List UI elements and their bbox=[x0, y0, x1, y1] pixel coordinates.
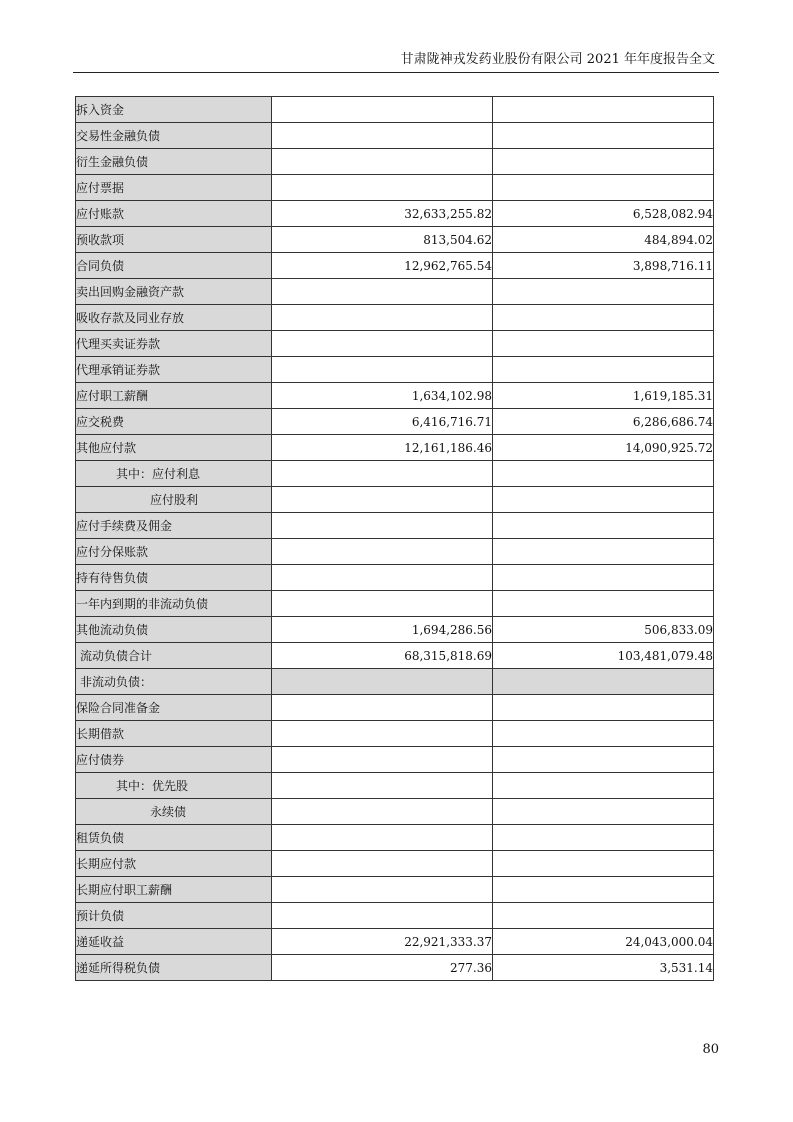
current-period-value bbox=[272, 513, 493, 539]
current-period-value bbox=[272, 487, 493, 513]
row-label: 拆入资金 bbox=[76, 97, 272, 123]
row-label: 流动负债合计 bbox=[76, 643, 272, 669]
table-row bbox=[76, 253, 714, 279]
table-body bbox=[76, 97, 714, 981]
current-period-value bbox=[272, 721, 493, 747]
prior-period-value bbox=[493, 97, 714, 123]
row-label: 持有待售负债 bbox=[76, 565, 272, 591]
current-period-value: 12,962,765.54 bbox=[272, 253, 493, 279]
row-label: 应付股利 bbox=[76, 487, 272, 513]
current-period-value: 68,315,818.69 bbox=[272, 643, 493, 669]
table-row bbox=[76, 513, 714, 539]
prior-period-value bbox=[493, 565, 714, 591]
row-label: 保险合同准备金 bbox=[76, 695, 272, 721]
current-period-value bbox=[272, 357, 493, 383]
current-period-value: 32,633,255.82 bbox=[272, 201, 493, 227]
current-period-value bbox=[272, 825, 493, 851]
prior-period-value bbox=[493, 331, 714, 357]
table-row bbox=[76, 279, 714, 305]
table-row bbox=[76, 539, 714, 565]
table-row bbox=[76, 331, 714, 357]
row-label: 应付债券 bbox=[76, 747, 272, 773]
row-label: 预收款项 bbox=[76, 227, 272, 253]
row-label: 吸收存款及同业存放 bbox=[76, 305, 272, 331]
current-period-value: 1,694,286.56 bbox=[272, 617, 493, 643]
row-label: 应付票据 bbox=[76, 175, 272, 201]
row-label: 递延所得税负债 bbox=[76, 955, 272, 981]
table-row bbox=[76, 97, 714, 123]
current-period-value bbox=[272, 565, 493, 591]
table-row bbox=[76, 747, 714, 773]
prior-period-value bbox=[493, 487, 714, 513]
table-row bbox=[76, 643, 714, 669]
prior-period-value bbox=[493, 851, 714, 877]
prior-period-value bbox=[493, 461, 714, 487]
current-period-value: 12,161,186.46 bbox=[272, 435, 493, 461]
prior-period-value: 1,619,185.31 bbox=[493, 383, 714, 409]
prior-period-value bbox=[493, 669, 714, 695]
current-period-value bbox=[272, 149, 493, 175]
table-row bbox=[76, 461, 714, 487]
current-period-value bbox=[272, 331, 493, 357]
current-period-value: 813,504.62 bbox=[272, 227, 493, 253]
prior-period-value: 3,898,716.11 bbox=[493, 253, 714, 279]
row-label: 长期应付款 bbox=[76, 851, 272, 877]
row-label: 租赁负债 bbox=[76, 825, 272, 851]
row-label: 长期借款 bbox=[76, 721, 272, 747]
row-label: 预计负债 bbox=[76, 903, 272, 929]
current-period-value bbox=[272, 877, 493, 903]
row-label: 卖出回购金融资产款 bbox=[76, 279, 272, 305]
prior-period-value bbox=[493, 773, 714, 799]
row-label: 应交税费 bbox=[76, 409, 272, 435]
table-row bbox=[76, 799, 714, 825]
table-row bbox=[76, 565, 714, 591]
row-label: 递延收益 bbox=[76, 929, 272, 955]
table-row bbox=[76, 669, 714, 695]
prior-period-value bbox=[493, 175, 714, 201]
prior-period-value: 484,894.02 bbox=[493, 227, 714, 253]
report-header-title: 甘肃陇神戎发药业股份有限公司 2021 年年度报告全文 bbox=[400, 52, 715, 67]
row-label: 合同负债 bbox=[76, 253, 272, 279]
prior-period-value bbox=[493, 357, 714, 383]
table-row bbox=[76, 695, 714, 721]
row-label: 其中：优先股 bbox=[76, 773, 272, 799]
prior-period-value bbox=[493, 903, 714, 929]
table-row bbox=[76, 617, 714, 643]
row-label: 代理承销证券款 bbox=[76, 357, 272, 383]
header-rule bbox=[73, 72, 719, 73]
row-label: 长期应付职工薪酬 bbox=[76, 877, 272, 903]
row-label: 非流动负债： bbox=[76, 669, 272, 695]
table-row bbox=[76, 201, 714, 227]
prior-period-value: 6,528,082.94 bbox=[493, 201, 714, 227]
prior-period-value bbox=[493, 123, 714, 149]
table-row bbox=[76, 227, 714, 253]
table-row bbox=[76, 591, 714, 617]
current-period-value bbox=[272, 591, 493, 617]
prior-period-value bbox=[493, 799, 714, 825]
table-row bbox=[76, 903, 714, 929]
prior-period-value: 24,043,000.04 bbox=[493, 929, 714, 955]
current-period-value bbox=[272, 279, 493, 305]
table-row bbox=[76, 435, 714, 461]
table-row bbox=[76, 123, 714, 149]
prior-period-value bbox=[493, 305, 714, 331]
table-row bbox=[76, 487, 714, 513]
current-period-value bbox=[272, 695, 493, 721]
page-number: 80 bbox=[702, 1042, 719, 1057]
row-label: 其他流动负债 bbox=[76, 617, 272, 643]
row-label: 永续债 bbox=[76, 799, 272, 825]
row-label: 衍生金融负债 bbox=[76, 149, 272, 175]
row-label: 应付手续费及佣金 bbox=[76, 513, 272, 539]
current-period-value: 22,921,333.37 bbox=[272, 929, 493, 955]
prior-period-value bbox=[493, 747, 714, 773]
table-row bbox=[76, 149, 714, 175]
table-row bbox=[76, 877, 714, 903]
current-period-value bbox=[272, 851, 493, 877]
current-period-value bbox=[272, 97, 493, 123]
prior-period-value bbox=[493, 591, 714, 617]
prior-period-value bbox=[493, 149, 714, 175]
table-row bbox=[76, 383, 714, 409]
prior-period-value: 6,286,686.74 bbox=[493, 409, 714, 435]
prior-period-value bbox=[493, 279, 714, 305]
row-label: 应付分保账款 bbox=[76, 539, 272, 565]
prior-period-value bbox=[493, 825, 714, 851]
row-label: 其他应付款 bbox=[76, 435, 272, 461]
table-row bbox=[76, 929, 714, 955]
prior-period-value bbox=[493, 513, 714, 539]
current-period-value bbox=[272, 123, 493, 149]
prior-period-value: 14,090,925.72 bbox=[493, 435, 714, 461]
prior-period-value: 3,531.14 bbox=[493, 955, 714, 981]
current-period-value bbox=[272, 539, 493, 565]
current-period-value: 6,416,716.71 bbox=[272, 409, 493, 435]
row-label: 一年内到期的非流动负债 bbox=[76, 591, 272, 617]
prior-period-value bbox=[493, 695, 714, 721]
current-period-value bbox=[272, 747, 493, 773]
current-period-value: 277.36 bbox=[272, 955, 493, 981]
current-period-value bbox=[272, 305, 493, 331]
table-row bbox=[76, 955, 714, 981]
prior-period-value bbox=[493, 721, 714, 747]
row-label: 交易性金融负债 bbox=[76, 123, 272, 149]
current-period-value bbox=[272, 175, 493, 201]
current-period-value bbox=[272, 799, 493, 825]
current-period-value: 1,634,102.98 bbox=[272, 383, 493, 409]
table-row bbox=[76, 409, 714, 435]
current-period-value bbox=[272, 461, 493, 487]
prior-period-value bbox=[493, 877, 714, 903]
prior-period-value bbox=[493, 539, 714, 565]
current-period-value bbox=[272, 669, 493, 695]
row-label: 其中：应付利息 bbox=[76, 461, 272, 487]
table-row bbox=[76, 851, 714, 877]
table-row bbox=[76, 175, 714, 201]
prior-period-value: 506,833.09 bbox=[493, 617, 714, 643]
table-row bbox=[76, 357, 714, 383]
prior-period-value: 103,481,079.48 bbox=[493, 643, 714, 669]
table-row bbox=[76, 773, 714, 799]
row-label: 应付职工薪酬 bbox=[76, 383, 272, 409]
row-label: 应付账款 bbox=[76, 201, 272, 227]
table-row bbox=[76, 825, 714, 851]
table-row bbox=[76, 305, 714, 331]
current-period-value bbox=[272, 903, 493, 929]
balance-sheet-table bbox=[75, 96, 714, 981]
current-period-value bbox=[272, 773, 493, 799]
table-row bbox=[76, 721, 714, 747]
row-label: 代理买卖证券款 bbox=[76, 331, 272, 357]
